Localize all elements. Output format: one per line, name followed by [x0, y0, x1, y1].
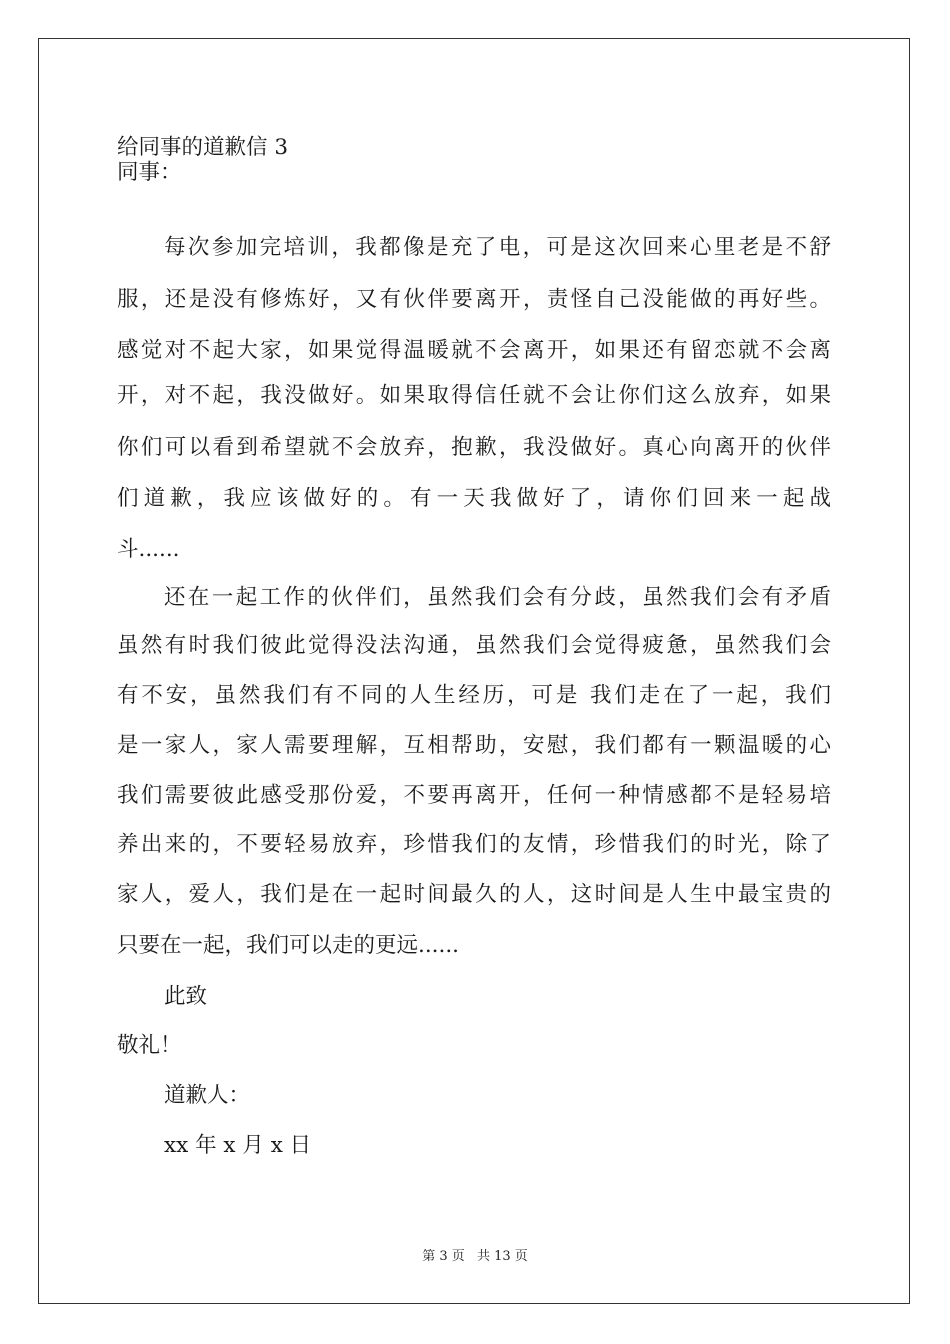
regards-phrase: 敬礼！ [117, 1033, 182, 1058]
paragraph-line: 有不安，虽然我们有不同的人生经历，可是 我们走在了一起，我们 [117, 683, 831, 708]
paragraph-line: 还在一起工作的伙伴们，虽然我们会有分歧，虽然我们会有矛盾 [164, 585, 831, 610]
page-footer [0, 1248, 950, 1266]
paragraph-line: 每次参加完培训，我都像是充了电，可是这次回来心里老是不舒 [164, 235, 831, 260]
page-border [38, 38, 910, 1304]
paragraph-line: 养出来的，不要轻易放弃，珍惜我们的友情，珍惜我们的时光，除了 [117, 832, 831, 857]
paragraph-line: 家人，爱人，我们是在一起时间最久的人，这时间是人生中最宝贵的 [117, 882, 831, 907]
paragraph-line: 只要在一起，我们可以走的更远...... [117, 933, 460, 958]
signer-label: 道歉人： [164, 1083, 251, 1108]
paragraph-line: 斗...... [117, 537, 180, 562]
paragraph-line: 虽然有时我们彼此觉得没法沟通，虽然我们会觉得疲惫，虽然我们会 [117, 633, 831, 658]
page-number: 第 3 页 [422, 1249, 465, 1264]
paragraph-line: 开，对不起，我没做好。如果取得信任就不会让你们这么放弃，如果 [117, 383, 831, 408]
paragraph-line: 感觉对不起大家，如果觉得温暖就不会离开，如果还有留恋就不会离 [117, 338, 831, 363]
page-total: 共 13 页 [476, 1249, 528, 1264]
closing-phrase: 此致 [164, 984, 208, 1009]
paragraph-line: 是一家人，家人需要理解，互相帮助，安慰，我们都有一颗温暖的心 [117, 733, 831, 758]
paragraph-line: 你们可以看到希望就不会放弃，抱歉，我没做好。真心向离开的伙伴 [117, 435, 831, 460]
letter-title: 给同事的道歉信 3 [117, 135, 289, 160]
paragraph-line: 们道歉，我应该做好的。有一天我做好了，请你们回来一起战 [117, 486, 831, 511]
paragraph-line: 服，还是没有修炼好，又有伙伴要离开，责怪自己没能做的再好些。 [117, 287, 831, 312]
salutation: 同事： [117, 160, 182, 185]
letter-date: xx 年 x 月 x 日 [164, 1133, 312, 1158]
paragraph-line: 我们需要彼此感受那份爱，不要再离开，任何一种情感都不是轻易培 [117, 783, 831, 808]
